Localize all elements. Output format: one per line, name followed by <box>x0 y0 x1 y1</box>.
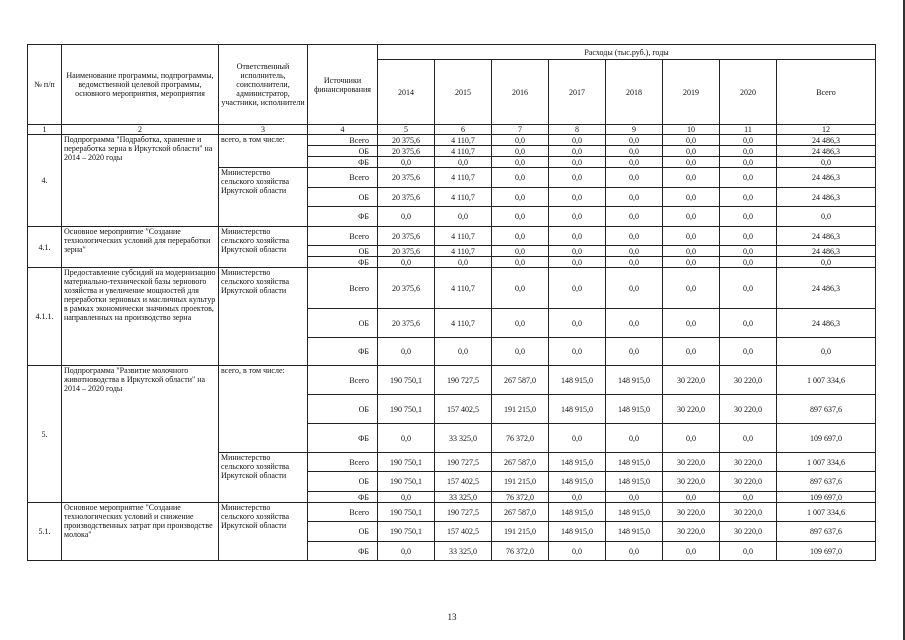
funding-source: Всего <box>308 366 378 395</box>
year-value: 30 220,0 <box>720 453 777 472</box>
row-number: 4. <box>28 135 62 227</box>
year-value: 4 110,7 <box>435 227 492 246</box>
year-value: 0,0 <box>663 168 720 188</box>
header-year-3: 2017 <box>549 60 606 125</box>
year-value: 190 750,1 <box>378 503 435 522</box>
year-value: 4 110,7 <box>435 146 492 157</box>
funding-source: ФБ <box>308 207 378 227</box>
header-expenses-group: Расходы (тыс.руб.), годы <box>378 45 876 60</box>
column-index-9: 9 <box>606 125 663 135</box>
year-value: 0,0 <box>606 338 663 366</box>
funding-source: Всего <box>308 268 378 309</box>
year-value: 0,0 <box>435 157 492 168</box>
year-value: 191 215,0 <box>492 472 549 492</box>
year-value: 0,0 <box>606 135 663 146</box>
total-value: 24 486,3 <box>777 168 876 188</box>
program-name: Основное мероприятие "Создание технологических условий для переработки зерна" <box>62 227 219 268</box>
year-value: 0,0 <box>549 338 606 366</box>
year-value: 30 220,0 <box>720 522 777 542</box>
year-value: 0,0 <box>720 227 777 246</box>
header-total: Всего <box>777 60 876 125</box>
responsible-executor: Министерство сельского хозяйства Иркутской области <box>219 227 308 268</box>
funding-source: Всего <box>308 503 378 522</box>
year-value: 0,0 <box>378 157 435 168</box>
header-year-0: 2014 <box>378 60 435 125</box>
total-value: 24 486,3 <box>777 227 876 246</box>
year-value: 157 402,5 <box>435 522 492 542</box>
year-value: 0,0 <box>663 246 720 257</box>
year-value: 0,0 <box>378 207 435 227</box>
year-value: 20 375,6 <box>378 268 435 309</box>
year-value: 0,0 <box>720 146 777 157</box>
program-name: Подпрограмма "Подработка, хранение и переработка зерна в Иркутской области" на 2014 – 2020 годы <box>62 135 219 227</box>
total-value: 1 007 334,6 <box>777 503 876 522</box>
total-value: 0,0 <box>777 157 876 168</box>
funding-source: Всего <box>308 453 378 472</box>
year-value: 76 372,0 <box>492 492 549 503</box>
year-value: 190 727,5 <box>435 366 492 395</box>
expenditure-table <box>27 44 876 561</box>
total-value: 897 637,6 <box>777 395 876 424</box>
year-value: 0,0 <box>606 492 663 503</box>
year-value: 157 402,5 <box>435 472 492 492</box>
table-row <box>28 268 876 309</box>
year-value: 148 915,0 <box>606 472 663 492</box>
row-number: 5.1. <box>28 503 62 561</box>
year-value: 0,0 <box>606 309 663 338</box>
total-value: 0,0 <box>777 257 876 268</box>
year-value: 20 375,6 <box>378 227 435 246</box>
header-year-4: 2018 <box>606 60 663 125</box>
year-value: 20 375,6 <box>378 146 435 157</box>
year-value: 0,0 <box>378 424 435 453</box>
year-value: 267 587,0 <box>492 453 549 472</box>
year-value: 0,0 <box>663 157 720 168</box>
year-value: 148 915,0 <box>606 522 663 542</box>
year-value: 190 750,1 <box>378 453 435 472</box>
header-year-5: 2019 <box>663 60 720 125</box>
year-value: 0,0 <box>606 268 663 309</box>
total-value: 24 486,3 <box>777 146 876 157</box>
funding-source: ОБ <box>308 472 378 492</box>
year-value: 0,0 <box>720 257 777 268</box>
funding-source: Всего <box>308 227 378 246</box>
year-value: 191 215,0 <box>492 522 549 542</box>
year-value: 4 110,7 <box>435 188 492 207</box>
year-value: 33 325,0 <box>435 424 492 453</box>
year-value: 267 587,0 <box>492 366 549 395</box>
year-value: 0,0 <box>606 424 663 453</box>
year-value: 20 375,6 <box>378 246 435 257</box>
header-name: Наименование программы, подпрограммы, ведомственной целевой программы, основного мероприятия, мероприятия <box>62 45 219 125</box>
program-name: Подпрограмма "Развитие молочного животноводства в Иркутской области" на 2014 – 2020 годы <box>62 366 219 503</box>
total-value: 109 697,0 <box>777 424 876 453</box>
program-name: Основное мероприятие "Создание технологических условий и снижение производственных затрат при производстве молока" <box>62 503 219 561</box>
responsible-executor: Министерство сельского хозяйства Иркутской области <box>219 453 308 503</box>
year-value: 0,0 <box>720 309 777 338</box>
funding-source: ФБ <box>308 424 378 453</box>
table-row <box>28 503 876 522</box>
year-value: 4 110,7 <box>435 309 492 338</box>
year-value: 0,0 <box>606 168 663 188</box>
page-number: 13 <box>447 612 457 622</box>
year-value: 0,0 <box>720 135 777 146</box>
year-value: 0,0 <box>663 338 720 366</box>
year-value: 148 915,0 <box>606 453 663 472</box>
column-index-3: 3 <box>219 125 308 135</box>
year-value: 0,0 <box>606 157 663 168</box>
year-value: 4 110,7 <box>435 268 492 309</box>
year-value: 0,0 <box>606 246 663 257</box>
year-value: 0,0 <box>606 146 663 157</box>
total-value: 0,0 <box>777 338 876 366</box>
year-value: 0,0 <box>720 268 777 309</box>
year-value: 0,0 <box>549 168 606 188</box>
year-value: 0,0 <box>492 246 549 257</box>
total-value: 24 486,3 <box>777 309 876 338</box>
year-value: 148 915,0 <box>549 366 606 395</box>
funding-source: ФБ <box>308 492 378 503</box>
header-responsible: Ответственный исполнитель, соисполнители, администратор, участники, исполнители <box>219 45 308 125</box>
year-value: 0,0 <box>549 146 606 157</box>
header-year-2: 2016 <box>492 60 549 125</box>
year-value: 30 220,0 <box>663 366 720 395</box>
year-value: 30 220,0 <box>663 453 720 472</box>
program-name: Предоставление субсидий на модернизацию материально-технической базы зернового хозяйства и увеличение мощностей для переработки зерновых и масличных культур в рамках экономически значимых проектов, направленных на производство зерна <box>62 268 219 366</box>
year-value: 30 220,0 <box>720 395 777 424</box>
header-year-6: 2020 <box>720 60 777 125</box>
year-value: 0,0 <box>663 207 720 227</box>
year-value: 33 325,0 <box>435 492 492 503</box>
year-value: 0,0 <box>663 268 720 309</box>
year-value: 0,0 <box>435 207 492 227</box>
year-value: 190 727,5 <box>435 503 492 522</box>
year-value: 0,0 <box>720 424 777 453</box>
year-value: 0,0 <box>606 542 663 561</box>
year-value: 0,0 <box>663 227 720 246</box>
year-value: 0,0 <box>492 157 549 168</box>
year-value: 30 220,0 <box>663 395 720 424</box>
year-value: 20 375,6 <box>378 188 435 207</box>
total-value: 24 486,3 <box>777 135 876 146</box>
total-value: 0,0 <box>777 207 876 227</box>
column-index-6: 6 <box>435 125 492 135</box>
year-value: 0,0 <box>435 257 492 268</box>
year-value: 191 215,0 <box>492 395 549 424</box>
year-value: 0,0 <box>378 542 435 561</box>
year-value: 0,0 <box>492 257 549 268</box>
year-value: 0,0 <box>378 492 435 503</box>
funding-source: ОБ <box>308 395 378 424</box>
year-value: 0,0 <box>549 542 606 561</box>
row-number: 4.1. <box>28 227 62 268</box>
year-value: 30 220,0 <box>720 366 777 395</box>
year-value: 148 915,0 <box>549 472 606 492</box>
total-value: 109 697,0 <box>777 542 876 561</box>
year-value: 190 750,1 <box>378 472 435 492</box>
table-body <box>28 135 876 561</box>
year-value: 190 727,5 <box>435 453 492 472</box>
year-value: 0,0 <box>720 188 777 207</box>
funding-source: Всего <box>308 135 378 146</box>
year-value: 0,0 <box>492 309 549 338</box>
year-value: 148 915,0 <box>549 503 606 522</box>
column-index-2: 2 <box>62 125 219 135</box>
total-value: 897 637,6 <box>777 472 876 492</box>
row-number: 4.1.1. <box>28 268 62 366</box>
year-value: 0,0 <box>549 309 606 338</box>
table-header <box>28 45 876 135</box>
year-value: 190 750,1 <box>378 522 435 542</box>
total-value: 1 007 334,6 <box>777 453 876 472</box>
header-index-row <box>28 125 876 135</box>
year-value: 76 372,0 <box>492 424 549 453</box>
responsible-executor: Министерство сельского хозяйства Иркутской области <box>219 168 308 227</box>
year-value: 0,0 <box>663 146 720 157</box>
responsible-executor: всего, в том числе: <box>219 366 308 453</box>
year-value: 0,0 <box>549 268 606 309</box>
year-value: 0,0 <box>492 268 549 309</box>
year-value: 0,0 <box>549 135 606 146</box>
total-value: 24 486,3 <box>777 246 876 257</box>
year-value: 0,0 <box>378 338 435 366</box>
column-index-7: 7 <box>492 125 549 135</box>
year-value: 0,0 <box>549 157 606 168</box>
table-row <box>28 227 876 246</box>
year-value: 148 915,0 <box>549 522 606 542</box>
total-value: 24 486,3 <box>777 268 876 309</box>
year-value: 0,0 <box>720 207 777 227</box>
year-value: 0,0 <box>720 338 777 366</box>
column-index-1: 1 <box>28 125 62 135</box>
year-value: 20 375,6 <box>378 309 435 338</box>
year-value: 33 325,0 <box>435 542 492 561</box>
year-value: 30 220,0 <box>663 472 720 492</box>
year-value: 0,0 <box>663 257 720 268</box>
year-value: 157 402,5 <box>435 395 492 424</box>
responsible-executor: всего, в том числе: <box>219 135 308 168</box>
year-value: 148 915,0 <box>606 366 663 395</box>
year-value: 30 220,0 <box>720 472 777 492</box>
year-value: 0,0 <box>549 492 606 503</box>
total-value: 24 486,3 <box>777 188 876 207</box>
year-value: 0,0 <box>606 188 663 207</box>
column-index-10: 10 <box>663 125 720 135</box>
year-value: 0,0 <box>663 542 720 561</box>
year-value: 0,0 <box>663 135 720 146</box>
year-value: 0,0 <box>663 309 720 338</box>
funding-source: ОБ <box>308 246 378 257</box>
column-index-5: 5 <box>378 125 435 135</box>
year-value: 0,0 <box>606 257 663 268</box>
year-value: 0,0 <box>549 188 606 207</box>
year-value: 20 375,6 <box>378 135 435 146</box>
total-value: 1 007 334,6 <box>777 366 876 395</box>
column-index-8: 8 <box>549 125 606 135</box>
year-value: 76 372,0 <box>492 542 549 561</box>
year-value: 190 750,1 <box>378 395 435 424</box>
year-value: 0,0 <box>549 424 606 453</box>
funding-source: ОБ <box>308 146 378 157</box>
column-index-4: 4 <box>308 125 378 135</box>
year-value: 0,0 <box>606 227 663 246</box>
year-value: 148 915,0 <box>606 395 663 424</box>
year-value: 0,0 <box>663 492 720 503</box>
year-value: 148 915,0 <box>606 503 663 522</box>
year-value: 0,0 <box>549 227 606 246</box>
year-value: 4 110,7 <box>435 168 492 188</box>
year-value: 0,0 <box>492 188 549 207</box>
header-num: № п/п <box>28 45 62 125</box>
year-value: 0,0 <box>663 424 720 453</box>
year-value: 0,0 <box>549 207 606 227</box>
year-value: 0,0 <box>720 168 777 188</box>
year-value: 0,0 <box>378 257 435 268</box>
funding-source: ФБ <box>308 257 378 268</box>
year-value: 20 375,6 <box>378 168 435 188</box>
funding-source: ОБ <box>308 522 378 542</box>
year-value: 0,0 <box>435 338 492 366</box>
year-value: 0,0 <box>492 146 549 157</box>
column-index-11: 11 <box>720 125 777 135</box>
year-value: 0,0 <box>492 227 549 246</box>
funding-source: ФБ <box>308 542 378 561</box>
funding-source: ФБ <box>308 338 378 366</box>
year-value: 0,0 <box>720 246 777 257</box>
responsible-executor: Министерство сельского хозяйства Иркутской области <box>219 268 308 366</box>
total-value: 897 637,6 <box>777 522 876 542</box>
year-value: 0,0 <box>549 246 606 257</box>
column-index-12: 12 <box>777 125 876 135</box>
funding-source: ФБ <box>308 157 378 168</box>
year-value: 4 110,7 <box>435 135 492 146</box>
year-value: 190 750,1 <box>378 366 435 395</box>
year-value: 30 220,0 <box>663 503 720 522</box>
total-value: 109 697,0 <box>777 492 876 503</box>
year-value: 0,0 <box>492 207 549 227</box>
year-value: 0,0 <box>663 188 720 207</box>
year-value: 0,0 <box>492 135 549 146</box>
year-value: 148 915,0 <box>549 453 606 472</box>
year-value: 30 220,0 <box>720 503 777 522</box>
funding-source: ОБ <box>308 188 378 207</box>
year-value: 0,0 <box>720 542 777 561</box>
year-value: 0,0 <box>606 207 663 227</box>
year-value: 0,0 <box>720 492 777 503</box>
year-value: 0,0 <box>492 168 549 188</box>
responsible-executor: Министерство сельского хозяйства Иркутской области <box>219 503 308 561</box>
year-value: 148 915,0 <box>549 395 606 424</box>
table-row <box>28 135 876 146</box>
funding-source: ОБ <box>308 309 378 338</box>
table-row <box>28 366 876 395</box>
year-value: 30 220,0 <box>663 522 720 542</box>
header-source: Источники финансирования <box>308 45 378 125</box>
row-number: 5. <box>28 366 62 503</box>
year-value: 0,0 <box>720 157 777 168</box>
year-value: 0,0 <box>492 338 549 366</box>
funding-source: Всего <box>308 168 378 188</box>
year-value: 0,0 <box>549 257 606 268</box>
year-value: 4 110,7 <box>435 246 492 257</box>
header-year-1: 2015 <box>435 60 492 125</box>
year-value: 267 587,0 <box>492 503 549 522</box>
